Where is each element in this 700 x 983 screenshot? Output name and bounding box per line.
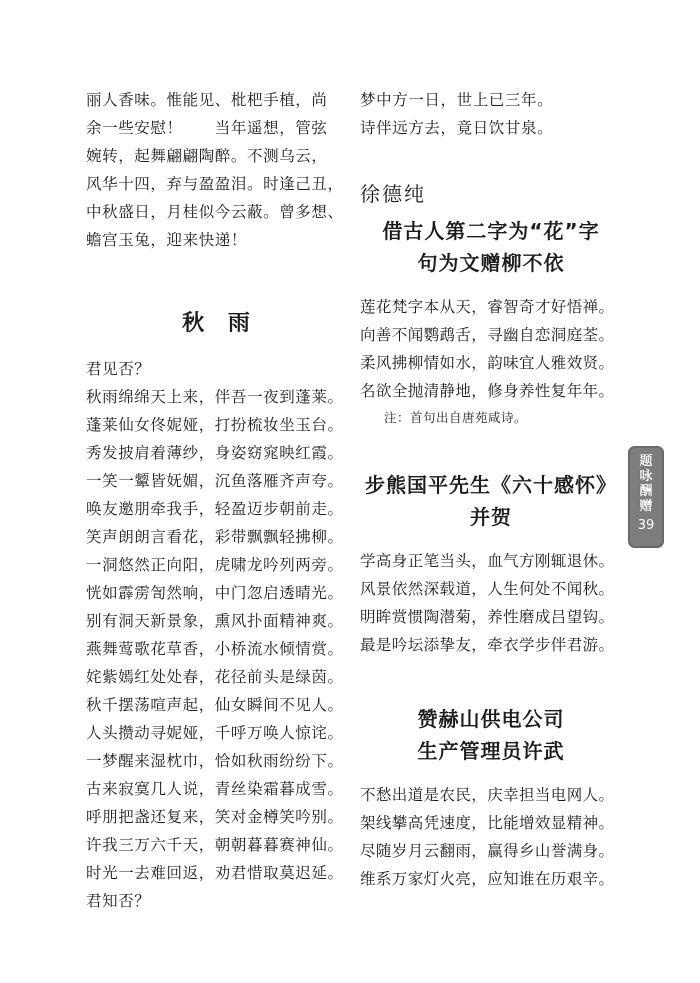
poem-block bbox=[360, 703, 622, 893]
poem-line: 笑声朗朗言看花，彩带飘飘轻拂柳。 bbox=[86, 528, 344, 546]
left-column bbox=[86, 86, 354, 915]
poem-line: 姹紫嫣红处处春，花径前头是绿茵。 bbox=[86, 668, 344, 686]
poem-line: 一梦醒来湿枕巾，恰如秋雨纷纷下。 bbox=[86, 752, 344, 770]
poem-line: 许我三万六千天，朝朝暮暮赛神仙。 bbox=[86, 836, 344, 854]
poem-line: 风景依然深载道，人生何处不闻秋。 bbox=[360, 580, 615, 598]
page-number: 39 bbox=[637, 518, 655, 533]
poem-line: 秀发披肩着薄纱，身姿窈窕映红霞。 bbox=[86, 444, 344, 462]
poem-line: 燕舞莺歌花草香，小桥流水倾情赏。 bbox=[86, 640, 344, 658]
poem-line: 不愁出道是农民，庆幸担当电网人。 bbox=[360, 786, 615, 804]
author-name: 徐德纯 bbox=[360, 182, 426, 206]
poem-line: 明眸赏惯陶潜菊，养性磨成吕望钩。 bbox=[360, 608, 615, 626]
chapter-side-tab bbox=[628, 446, 664, 548]
poem-line: 名欲全抛清静地，修身养性复年年。 bbox=[360, 382, 615, 400]
poem-line: 维系万家灯火亮，应知谁在历艰辛。 bbox=[360, 870, 615, 888]
poem-title bbox=[360, 469, 622, 533]
poem-title-line: 生产管理员许武 bbox=[417, 739, 565, 763]
poem-line: 蓬莱仙女佟妮娅，打扮梳妆坐玉台。 bbox=[86, 416, 344, 434]
poem-line: 古来寂寞几人说，青丝染霜暮成雪。 bbox=[86, 780, 344, 798]
poem-block bbox=[360, 215, 622, 429]
text-line: 风华十四，弃与盈盈泪。时逢己丑， bbox=[86, 175, 344, 193]
poem-line: 架线攀高凭速度，比能增效显精神。 bbox=[360, 814, 615, 832]
poem-title-line: 赞赫山供电公司 bbox=[417, 707, 565, 731]
poem-line: 莲花梵字本从天，睿智奇才好悟禅。 bbox=[360, 298, 615, 316]
poem-line: 呼朋把盏还复来，笑对金樽笑吟别。 bbox=[86, 808, 344, 826]
poem-line: 一笑一颦皆妩媚，沉鱼落雁齐声夸。 bbox=[86, 472, 344, 490]
poem-line: 向善不闻鹦鹉舌，寻幽自恋洞庭荃。 bbox=[360, 326, 615, 344]
poem-title-line: 句为文赠柳不依 bbox=[417, 251, 565, 275]
poem-line: 秋千摆荡喧声起，仙女瞬间不见人。 bbox=[86, 696, 344, 714]
poem-title-autumn-rain: 秋 雨 bbox=[182, 311, 258, 336]
poem-line: 学高身正笔当头，血气方刚辄退休。 bbox=[360, 552, 615, 570]
right-column bbox=[360, 86, 622, 893]
poem-line: 时光一去难回返，劝君惜取莫迟延。 bbox=[86, 864, 344, 882]
poem-body-autumn-rain bbox=[86, 355, 354, 915]
poem-title-line: 借古人第二字为“花”字 bbox=[382, 219, 600, 243]
intro-stanza bbox=[86, 86, 354, 254]
poem-line: 君知否？ bbox=[86, 892, 151, 910]
poem-line: 君见否？ bbox=[86, 360, 151, 378]
poem-line: 最是吟坛添挚友，牵衣学步伴君游。 bbox=[360, 636, 615, 654]
intro-stanza bbox=[360, 86, 622, 142]
poem-title-line: 并贺 bbox=[470, 505, 512, 529]
poem-line: 柔风拂柳情如水，韵味宜人雅效贤。 bbox=[360, 354, 615, 372]
chapter-label: 题咏酬赠 bbox=[639, 454, 653, 514]
text-line: 蟾宫玉兔，迎来快递！ bbox=[86, 231, 248, 249]
text-line: 梦中方一日，世上已三年。 bbox=[360, 91, 554, 109]
text-line: 中秋盛日，月桂似今云蔽。曾多想、 bbox=[86, 203, 344, 221]
poem-title-line: 步熊国平先生《六十感怀》 bbox=[365, 473, 617, 497]
poem-line: 恍如霹雳訇然响，中门忽启透晴光。 bbox=[86, 584, 344, 602]
poem-title bbox=[360, 215, 622, 279]
poem-title bbox=[360, 703, 622, 767]
poem-line: 尽随岁月云翻雨，赢得乡山誉满身。 bbox=[360, 842, 615, 860]
poem-line: 一洞悠然正向阳，虎啸龙吟列两旁。 bbox=[86, 556, 344, 574]
poem-line: 别有洞天新景象，熏风扑面精神爽。 bbox=[86, 612, 344, 630]
poem-line: 唤友邀朋牵我手，轻盈迈步朝前走。 bbox=[86, 500, 344, 518]
text-line: 婉转，起舞翩翩陶醉。不测乌云， bbox=[86, 147, 328, 165]
poem-note: 注：首句出自唐苑咸诗。 bbox=[384, 410, 528, 425]
poem-line: 人头攒动寻妮娅，千呼万唤人惊诧。 bbox=[86, 724, 344, 742]
poem-block bbox=[360, 469, 622, 659]
text-line: 丽人香味。惟能见、枇杷手植，尚 bbox=[86, 91, 328, 109]
poem-line: 秋雨绵绵天上来，伴吾一夜到蓬莱。 bbox=[86, 388, 344, 406]
text-line: 余一些安慰！ 当年遥想，管弦 bbox=[86, 119, 328, 137]
text-line: 诗伴远方去，竟日饮甘泉。 bbox=[360, 119, 554, 137]
